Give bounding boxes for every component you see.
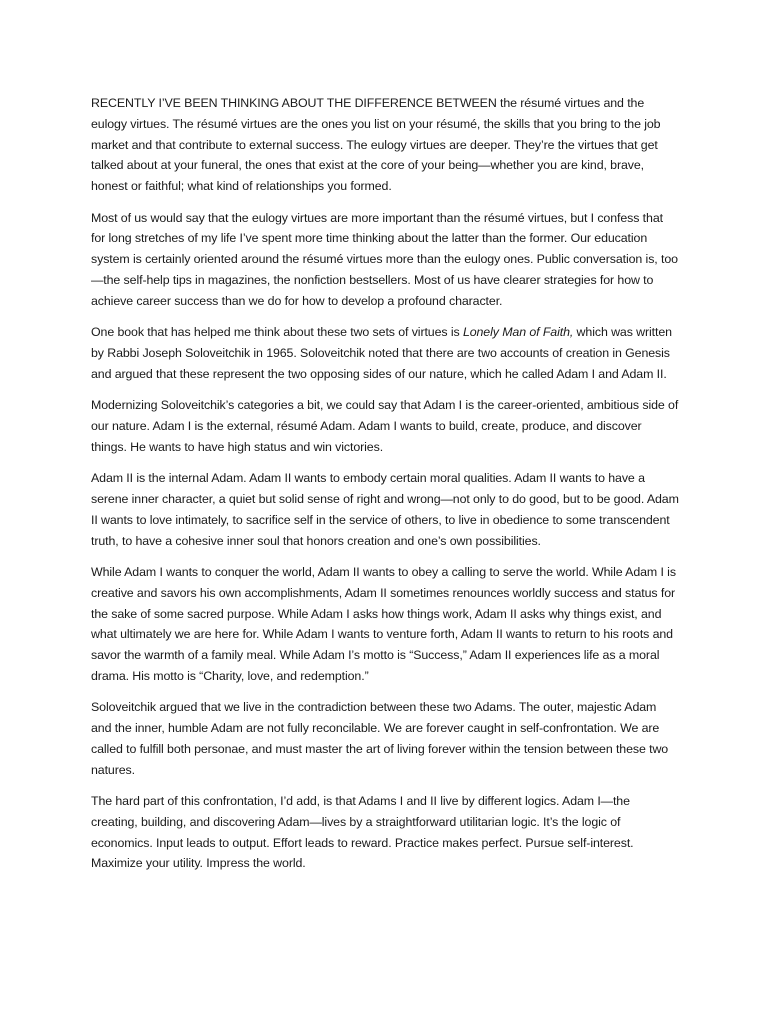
lead-in-caps: RECENTLY I’VE BEEN THINKING ABOUT THE DIFFERENCE BETWEEN (91, 96, 497, 110)
paragraph-6: While Adam I wants to conquer the world, Adam II wants to obey a calling to serve the world. While Adam I is creative and savors his own accomplishments, Adam II sometimes renounces worldly success and status for the sake of some sacred purpose. While Adam I asks how things work, Adam II asks why things exist, and what ultimately we are here for. While Adam I wants to venture forth, Adam II wants to return to his roots and savor the warmth of a family meal. While Adam I’s motto is “Success,” Adam II experiences life as a moral drama. His motto is “Charity, love, and redemption.” (91, 564, 676, 683)
paragraph-7: Soloveitchik argued that we live in the contradiction between these two Adams. The outer, majestic Adam and the inner, humble Adam are not fully reconcilable. We are forever caught in self-confrontation. We are called to fulfill both personae, and must master the art of living forever within the tension between these two natures. (91, 700, 669, 777)
paragraph-3-after: which was written by Rabbi Joseph Soloveitchik in 1965. Soloveitchik noted that there are two accounts of creation in Genesis and argued that these represent the two opposing sides of our nature, which he called Adam I and Adam II. (91, 325, 672, 381)
paragraph-3-before: One book that has helped me think about these two sets of virtues is (91, 325, 463, 340)
book-title: Lonely Man of Faith, (462, 325, 574, 340)
article-body (91, 93, 679, 885)
paragraph-4: Modernizing Soloveitchik’s categories a bit, we could say that Adam I is the career-oriented, ambitious side of our nature. Adam I is the external, résumé Adam. Adam I wants to build, create, produce, and discover things. He wants to have high status and win victories. (91, 398, 679, 454)
paragraph-2: Most of us would say that the eulogy virtues are more important than the résumé virtues, but I confess that for long stretches of my life I’ve spent more time thinking about the latter than the former. Our education system is certainly oriented around the résumé virtues more than the eulogy ones. Public conversation is, too—the self-help tips in magazines, the nonfiction bestsellers. Most of us have clearer strategies for how to achieve career success than we do for how to develop a profound character. (91, 210, 678, 308)
paragraph-1 (91, 93, 679, 197)
paragraph-5: Adam II is the internal Adam. Adam II wants to embody certain moral qualities. Adam II wants to have a serene inner character, a quiet but solid sense of right and wrong—not only to do good, but to be good. Adam II wants to love intimately, to sacrifice self in the service of others, to live in obedience to some transcendent truth, to have a cohesive inner soul that honors creation and one’s own possibilities. (91, 471, 679, 548)
paragraph-1-text: the résumé virtues and the eulogy virtues. The résumé virtues are the ones you list on your résumé, the skills that you bring to the job market and that contribute to external success. The eulogy virtues are deeper. They’re the virtues that get talked about at your funeral, the ones that exist at the core of your being—whether you are kind, brave, honest or faithful; what kind of relationships you formed. (91, 96, 661, 194)
paragraph-8: The hard part of this confrontation, I’d add, is that Adams I and II live by different logics. Adam I—the creating, building, and discovering Adam—lives by a straightforward utilitarian logic. It’s the logic of economics. Input leads to output. Effort leads to reward. Practice makes perfect. Pursue self-interest. Maximize your utility. Impress the world. (91, 794, 634, 871)
paragraph-3 (91, 322, 679, 384)
